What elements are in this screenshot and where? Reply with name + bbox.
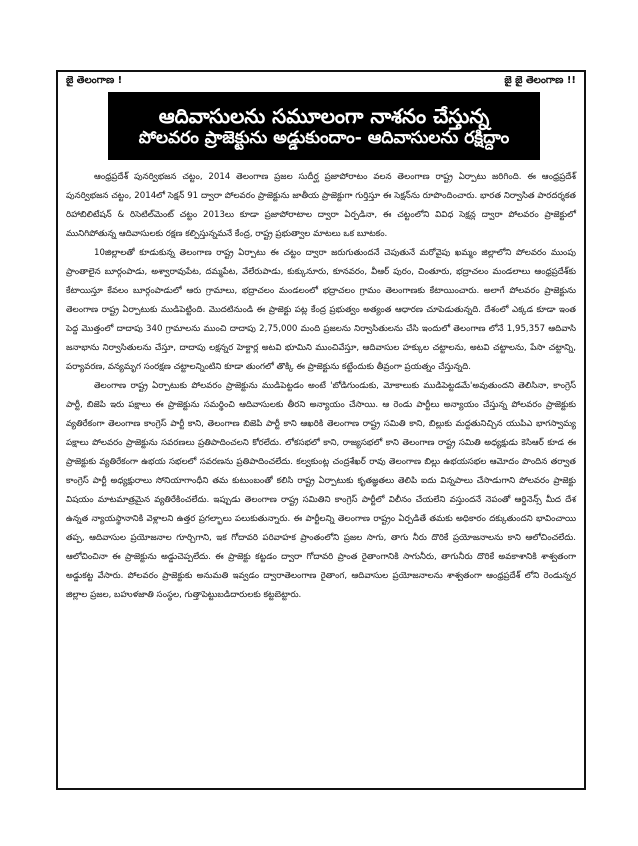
paragraph-3: తెలంగాణ రాష్ట్ర ఏర్పాటుకు పోలవరం ప్రాజెక్టును ముడిపెట్టడం అంటే 'బోడిగుండుకు, మోకాలుకు ముడిపెట్టడమే'అవుతుందని తెలిసినా, కాంగ్రెస్ పార్టీ, బిజెపి ఇరు పక్షాలు ఈ ప్రాజెక్టును సమర్థించి ఆదివాసులకు తీరని అన్యాయం చేసాయి. ఆ రెండు పార్టీలు అన్యాయం చేస్తున్న పోలవరం ప్రాజెక్టుకు వ్యతిరేకంగా తెలంగాణ కాంగ్రెస్ పార్టీ కాని, తెలంగాణ బిజెపి పార్టీ కాని ఆఖరికి తెలంగాణ రాష్ట్ర సమితి కాని, బిల్లుకు మద్దతునిచ్చిన యుపిఎ భాగస్వామ్య పక్షాలు పోలవరం ప్రాజెక్టును సవరణలు ప్రతిపాదించలని కోరలేదు. లోకసభలో కాని, రాజ్యసభలో కాని తెలంగాణ రాష్ట్ర సమితి అధ్యక్షుడు కెసిఆర్ కూడ ఈ ప్రాజెక్టుకు వ్యతిరేకంగా ఉభయ సభలలో సవరణను ప్రతిపాదించలేదు. కల్వకుంట్ల చంద్రశేఖర్ రావు తెలంగాణ బిల్లు ఉభయసభల ఆమోదం పొందిన తర్వాత కాంగ్రెస్ పార్టీ అధ్యక్షురాలు సోనియాగాంధీని తమ కుటుంబంతో కలిసి రాష్ట్ర ఏర్పాటుకు కృతజ్ఞతలు తెలిపి ఐదు విన్నపాలు చేసాడుగాని పోలవరం ప్రాజెక్టు విషయం మాటమాత్రమైన వ్యతిరేకించలేదు. ఇప్పుడు తెలంగాణ రాష్ట్ర సమితిని కాంగ్రెస్ పార్టీలో విలీనం చేయలేని వస్తుందనే నెపంతో ఆర్డినెన్స్ మీద దేశ ఉన్నత న్యాయస్థానానికి వెళ్లాలని ఉత్తర ప్రగల్భాలు పలుకుతున్నారు. ఈ పార్టీలన్ని తెలంగాణ రాష్ట్రం ఏర్పడితే తమకు అధికారం దక్కుతుందని భావించాయి తప్ప, ఆదివాసుల ప్రయోజనాల గూర్చిగాని, ఇక గోదావరి పరివాహక ప్రాంతంలోని ప్రజల సాగు, తాగు నీరు దొరికే ప్రయోజనాలను కాని ఆలోచించలేదు. ఆలోచించినా ఈ ప్రాజెక్టును అడ్డుచెప్పలేదు. ఈ ప్రాజెక్టు కట్టడం ద్వారా గోదావరి ప్రాంత రైతాంగానికి సాగునీరు, తాగునీరు దొరికే అవకాశానికి శాశ్వతంగా అడ్డుకట్ట వేసారు. పోలవరం ప్రాజెక్టుకు అనుమతి ఇవ్వడం ద్వారాతెలంగాణ రైతాంగ, ఆదివాసుల ప్రయోజనాలను శాశ్వతంగా ఆంధ్రప్రదేశ్ లోని రెండున్నర జిల్లాల ప్రజల, బహుళజాతి సంస్థల, గుత్తాపెట్టుబడిదారులకు కట్టబెట్టారు. — [66, 381, 576, 600]
headline-banner — [108, 92, 540, 160]
right-slogan: జై జై తెలంగాణ !! — [504, 75, 576, 86]
document-page — [56, 70, 586, 790]
paragraph-1: ఆంధ్రప్రదేశ్ పునర్విభజన చట్టం, 2014 తెలంగాణ ప్రజల సుదీర్ఘ ప్రజాపోరాటం వలన తెలంగాణ రాష్ట్ర ఏర్పాటు జరిగింది. ఈ ఆంధ్రప్రదేశ్ పునర్విభజన చట్టం, 2014లో సెక్షన్ 91 ద్వారా పోలవరం ప్రాజెక్టును జాతీయ ప్రాజెక్టుగా గుర్తిస్తూ ఈ సెక్షన్‌ను రూపొందించారు. భారత నిర్వాసిత పారదర్శకత రిహాబిలిటేషన్ & రిసెటిల్‌మెంట్ చట్టం 2013లు కూడా ప్రజాపోరాటాల ద్వారా ఏర్పడినా, ఈ చట్టంలోని వివిధ సెక్షన్ల ద్వారా పోలవరం ప్రాజెక్టులో మునిగిపోతున్న ఆదివాసులకు రక్షణ కల్పిస్తున్నమనే కేంద్ర, రాష్ట్ర ప్రభుత్వాల మాటలు ఒక బూటకం. — [66, 172, 576, 239]
paragraph-2: 10జిల్లాలతో కూడుకున్న తెలంగాణ రాష్ట్ర ఏర్పాటు ఈ చట్టం ద్వారా జరుగుతుందనే చెపుతునే మరోవైపు ఖమ్మం జిల్లాలోని పోలవరం ముంపు ప్రాంతాలైన బూర్గంపాడు, అశ్వారావుపేట, దమ్మపేట, వేలేరుపాడు, కుక్కునూరు, కూనవరం, వీఆర్ పురం, చింతూరు, భద్రాచలం మండలాలు ఆంధ్రప్రదేశ్‌కు కేటాయిస్తూ కేవలం బూర్గంపాడులో ఆరు గ్రామాలు, భద్రాచలం మండలంలో భద్రాచలం గ్రామం తెలంగాణకు కేటాయించారు. అలాగే పోలవరం ప్రాజెక్టును తెలంగాణ రాష్ట్ర ఏర్పాటుకు ముడిపెట్టింది. మొదటినుండి ఈ ప్రాజెక్టు పట్ల కేంద్ర ప్రభుత్వం అత్యంత ఆధారణ చూపెడుతున్నది. దేశంలో ఎక్కడ కూడా ఇంత పెద్ద మొత్తంలో దాదాపు 340 గ్రామాలను ముంచి దాదాపు 2,75,000 మంది ప్రజలను నిర్వాసితులను చేసి ఇందులో తెలంగాణ లోనే 1,95,357 ఆదివాసి జనాభాను నిర్వాసితులను చేస్తూ, దాదాపు లక్షన్నర హెక్టార్ల అటవి భూమిని ముంచివేస్తూ, ఆదివాసుల హక్కుల చట్టాలను, అటవి చట్టాలను, పేసా చట్టాన్ని, పర్యావరణ, వన్యమృగ సంరక్షణ చట్టాలన్నింటిని కూడా తుంగలో తొక్కి ఈ ప్రాజెక్టును కట్టేందుకు తీవ్రంగా ప్రయత్నం చేస్తున్నది. — [66, 248, 576, 372]
headline-line-1: ఆదివాసులను సమూలంగా నాశనం చేస్తున్న — [158, 103, 490, 128]
left-slogan: జై తెలంగాణ ! — [66, 75, 123, 86]
article-body — [66, 168, 576, 605]
slogan-bar — [66, 73, 576, 89]
headline-line-2: పోలవరం ప్రాజెక్టును అడ్డుకుందాం- ఆదివాసులను రక్షిద్దాం — [138, 127, 510, 148]
